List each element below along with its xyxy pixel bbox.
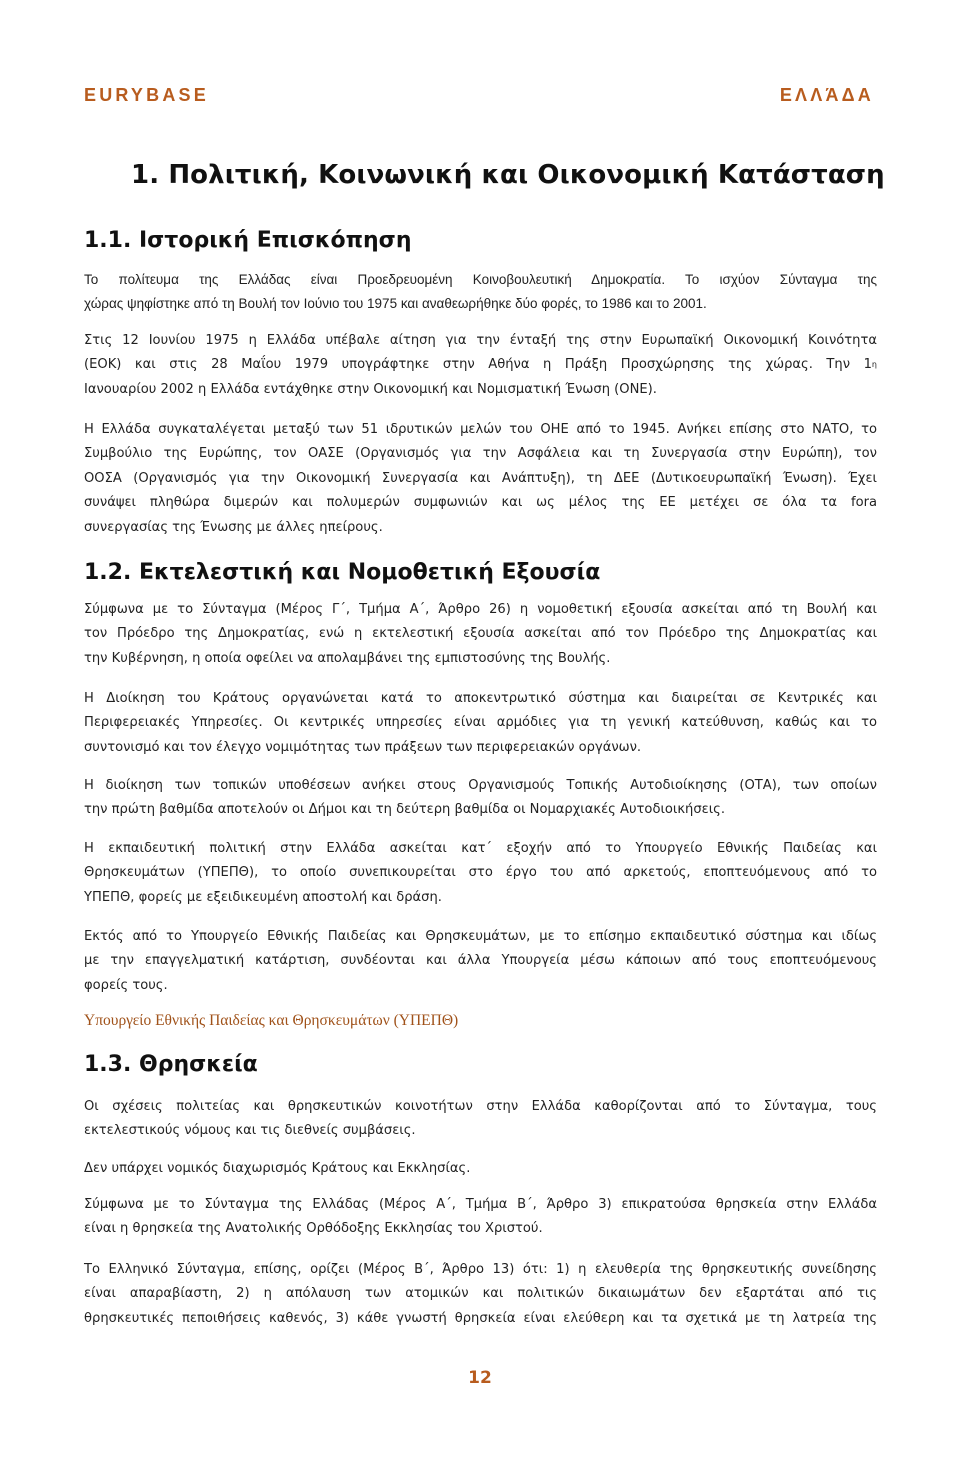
text-line [84, 353, 877, 377]
chapter-title: 1. Πολιτική, Κοινωνική και Οικονομική Κατάσταση [131, 160, 885, 190]
text-line: φορείς τους. [84, 977, 168, 993]
text-line: συντονισμό και τον έλεγχο νομιμότητας των πράξεων των περιφερειακών οργάνων. [84, 739, 642, 755]
text-line: Η Διοίκηση του Κράτους οργανώνεται κατά το αποκεντρωτικό σύστημα και διαιρείται σε Κεντρικές και [84, 691, 877, 706]
section-heading-1-2: 1.2. Εκτελεστική και Νομοθετική Εξουσία [84, 560, 601, 585]
text-line: τον Πρόεδρο της Δημοκρατίας, ενώ η εκτελεστική εξουσία ασκείται από τον Πρόεδρο της Δημοκρατίας και [84, 626, 877, 642]
paragraph-1-2-c [84, 774, 877, 823]
text-line: χώρας ψηφίστηκε από τη Βουλή τον Ιούνιο του 1975 και αναθεωρήθηκε δύο φορές, το 1986 και το 2001. [84, 296, 707, 312]
paragraph-1-1-c [84, 418, 877, 540]
paragraph-1-2-b [84, 687, 877, 760]
paragraph-1-2-e [84, 925, 877, 998]
text-line: Περιφερειακές Υπηρεσίες. Οι κεντρικές υπηρεσίες είναι αρμόδιες για τη γενική κατεύθυνση, καθώς και το [84, 715, 877, 731]
text-line: είναι η θρησκεία της Ανατολικής Ορθόδοξης Εκκλησίας του Χριστού. [84, 1221, 543, 1237]
header-country: ΕΛΛΆΔΑ [779, 85, 874, 105]
text-fragment: (ΕΟΚ) και στις 28 Μαΐου 1979 υπογράφτηκε στην Αθήνα η Πράξη Προσχώρησης της χώρας. Την 1 [84, 357, 872, 373]
paragraph-1-2-a [84, 598, 877, 671]
text-line: Η εκπαιδευτική πολιτική στην Ελλάδα ασκείται κατ΄ εξοχήν από το Υπουργείο Εθνικής Παιδείας και [84, 841, 877, 856]
text-line: Στις 12 Ιουνίου 1975 η Ελλάδα υπέβαλε αίτηση για την ένταξή της στην Ευρωπαϊκή Οικονομική Κοινότητα [84, 333, 877, 348]
paragraph-1-3-b [84, 1157, 877, 1181]
text-line: Το πολίτευμα της Ελλάδας είναι Προεδρευομένη Κοινοβουλευτική Δημοκρατία. Το ισχύον Σύνταγμα της [84, 272, 877, 287]
text-line: Θρησκευμάτων (ΥΠΕΠΘ), το οποίο συνεπικουρείται στο έργο του από αρκετούς, εποπτευόμενους από το [84, 865, 877, 881]
text-line: ΟΟΣΑ (Οργανισμός για την Οικονομική Συνεργασία και Ανάπτυξη), τη ΔΕΕ (Δυτικοευρωπαϊκή Ένωση). Έχει [84, 470, 877, 486]
text-line: Η διοίκηση των τοπικών υποθέσεων ανήκει στους Οργανισμούς Τοπικής Αυτοδιοίκησης (ΟΤΑ), των οποίων [84, 778, 877, 793]
section-heading-1-3: 1.3. Θρησκεία [84, 1052, 258, 1077]
paragraph-1-3-a [84, 1095, 877, 1144]
text-line: εκτελεστικούς νόμους και τις διεθνείς συμβάσεις. [84, 1123, 416, 1139]
text-line: είναι απαραβίαστη, 2) η απόλαυση των ατομικών και πολιτικών δικαιωμάτων δεν εξαρτάται από τις [84, 1286, 877, 1302]
ordinal-superscript: η [871, 360, 877, 370]
text-line: την πρώτη βαθμίδα αποτελούν οι Δήμοι και τη δεύτερη βαθμίδα οι Νομαρχιακές Αυτοδιοικήσεις. [84, 802, 725, 818]
text-line: ΥΠΕΠΘ, φορείς με εξειδικευμένη αποστολή και δράση. [84, 889, 442, 905]
paragraph-1-1-a [84, 268, 877, 317]
page-number: 12 [468, 1368, 492, 1388]
paragraph-1-2-d [84, 837, 877, 910]
paragraph-1-1-b [84, 329, 877, 402]
text-line: Δεν υπάρχει νομικός διαχωρισμός Κράτους και Εκκλησίας. [84, 1161, 471, 1176]
section-heading-1-1: 1.1. Ιστορική Επισκόπηση [84, 228, 412, 253]
paragraph-1-3-c [84, 1193, 877, 1242]
text-line: την Κυβέρνηση, η οποία οφείλει να απολαμβάνει της εμπιστοσύνης της Βουλής. [84, 650, 611, 666]
header-eurybase: EURYBASE [84, 85, 209, 105]
text-line: Συμβούλιο της Ευρώπης, τον ΟΑΣΕ (Οργανισμός για την Ασφάλεια και τη Συνεργασία στην Ευρώπη), τον [84, 446, 877, 462]
text-line: Η Ελλάδα συγκαταλέγεται μεταξύ των 51 ιδρυτικών μελών του ΟΗΕ από το 1945. Ανήκει επίσης στο ΝΑΤΟ, το [84, 422, 877, 437]
text-line: Σύμφωνα με το Σύνταγμα (Μέρος Γ΄, Τμήμα Α΄, Άρθρο 26) η νομοθετική εξουσία ασκείται από τη Βουλή και [84, 602, 877, 617]
paragraph-1-3-d [84, 1258, 877, 1331]
text-line: Εκτός από το Υπουργείο Εθνικής Παιδείας και Θρησκευμάτων, με το επίσημο εκπαιδευτικό σύστημα και ιδίως [84, 929, 877, 944]
text-line: Ιανουαρίου 2002 η Ελλάδα εντάχθηκε στην Οικονομική και Νομισματική Ένωση (ΟΝΕ). [84, 381, 657, 397]
ministry-link[interactable]: Υπουργείο Εθνικής Παιδείας και Θρησκευμάτων (ΥΠΕΠΘ) [84, 1012, 459, 1029]
text-line: συνεργασίας της Ένωσης με άλλες ηπείρους. [84, 519, 383, 535]
running-header [84, 85, 874, 109]
text-line: Το Ελληνικό Σύνταγμα, επίσης, ορίζει (Μέρος Β΄, Άρθρο 13) ότι: 1) η ελευθερία της θρησκευτικής συνείδησης [84, 1262, 877, 1277]
text-line: με την επαγγελματική κατάρτιση, συνδέονται και άλλα Υπουργεία μέσω κάποιων από τους εποπτευόμενους [84, 953, 877, 969]
text-line: συνάψει πληθώρα διμερών και πολυμερών συμφωνιών και ως μέλος της ΕΕ μετέχει σε όλα τα fora [84, 495, 877, 511]
text-line: Σύμφωνα με το Σύνταγμα της Ελλάδας (Μέρος Α΄, Τμήμα Β΄, Άρθρο 3) επικρατούσα θρησκεία στην Ελλάδα [84, 1197, 877, 1212]
text-line: Οι σχέσεις πολιτείας και θρησκευτικών κοινοτήτων στην Ελλάδα καθορίζονται από το Σύνταγμα, τους [84, 1099, 877, 1114]
text-line: θρησκευτικές πεποιθήσεις καθενός, 3) κάθε γνωστή θρησκεία είναι ελεύθερη και τα σχετικά με τη λατρεία της [84, 1310, 877, 1326]
